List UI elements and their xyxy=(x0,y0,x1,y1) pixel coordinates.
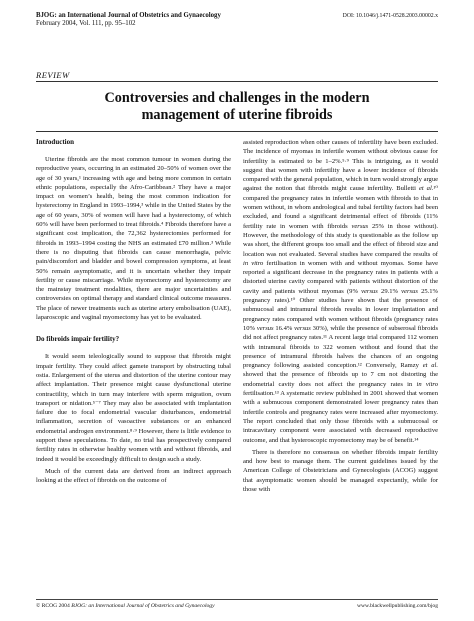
right-column xyxy=(243,138,438,497)
fertility-paragraph-4: There is therefore no consensus on whether fibroids impair fertility and how best to manage them. The current guidelines issued by the American College of Obstetricians and Gynecologists (ACOG) suggest that asymptomatic women should be managed expectantly, while for those with xyxy=(243,448,438,493)
journal-name: BJOG: an International Journal of Obstetrics and Gynaecology xyxy=(36,12,221,19)
running-header xyxy=(36,12,221,29)
section-label: REVIEW xyxy=(36,70,70,80)
introduction-heading: Introduction xyxy=(36,138,74,146)
title-line-2: management of uterine fibroids xyxy=(141,106,333,123)
title-line-1: Controversies and challenges in the modern xyxy=(104,90,370,106)
doi: DOI: 10.1046/j.1471-0528.2003.00002.x xyxy=(342,13,438,19)
top-rule xyxy=(36,81,438,82)
article-title xyxy=(36,90,438,123)
publisher-url[interactable]: www.blackwellpublishing.com/bjog xyxy=(356,603,438,609)
fertility-paragraph-3: assisted reproduction when other causes of infertility have been excluded. The incidence of myomas in infertile women without obvious cause for infertility is estimated to be 1–2%.⁵·⁹ This is intriguing, as it would suggest that women with infertility have a lower incidence of fibroids compared with the general population, which in turn would strongly argue against the notion that fibroids might cause infertility. Bulletti et al.¹⁰ compared the pregnancy rates in infertile women with fibroids to that in women without, in whom andrological and tubal fertility factors had been excluded, and found a significant detrimental effect of fibroids (11% fertility rate in women with fibroids versus 25% in those without). However, the methodology of this study is questionable as the follow up was short, the different groups too small and the effect of fibroid size and location was not evaluated. Several studies have compared the results of in vitro fertilisation in women with and without myomas. Some have reported a significant decrease in the pregnancy rates in patients with a distorted uterine cavity compared with patients without distortion of the cavity and patients without myomas (9% versus 29.1% versus 25.1% pregnancy rates).¹⁰ Other studies have shown that the presence of submucosal and intramural fibroids results in lower implantation and pregnancy rates compared with women without fibroids (pregnancy rates 10% versus 16.4% versus 30%), while the presence of subserosal fibroids did not affect pregnancy rates.¹¹ A recent large trial compared 112 women with intramural fibroids to 322 women without and found that the presence of intramural fibroids halves the chances of an ongoing pregnancy following assisted conception.¹² Conversely, Ramzy et al. showed that the presence of fibroids up to 7 cm not distorting the endometrial cavity does not affect the pregnancy rates in in vitro fertilisation.¹³ A systematic review published in 2001 showed that women with a submucous component demonstrated lower pregnancy rates than infertile controls and pregnancy rates were increased after myomectomy. The report concluded that only those fibroids with a submucosal or intracavitary component were associated with decreased reproductive outcome, and that hysteroscopic myomectomy may be of benefit.¹⁴ xyxy=(243,139,439,444)
fertility-paragraph-1: It would seem teleologically sound to suppose that fibroids might impair fertility. They could affect gamete transport by obstructing tubal ostia. Enlargement of the uterus and distortion of the uterine contour may affect implantation. Their presence might cause dysfunctional uterine contractility, which in turn may interfere with sperm migration, ovum transport or nidation.⁵⁻⁷ They may also be associated with implantation failure due to focal endometrial vascular disturbances, endometrial inflammation, secretion of vasoactive substances or an enhanced endometrial androgen environment.⁸·⁹ However, there is little evidence to support these speculations. To date, no trial has prospectively compared fertility rates in otherwise healthy women with and without fibroids, and indeed it would be exceedingly difficult to design such a study. xyxy=(36,353,231,463)
fertility-heading: Do fibroids impair fertility? xyxy=(36,335,120,344)
copyright-footer: © RCOG 2004 BJOG: an International Journal of Obstetrics and Gynaecology xyxy=(36,603,215,609)
title-rule xyxy=(36,131,438,132)
footer-rule xyxy=(36,599,438,600)
left-column xyxy=(36,138,231,489)
fertility-paragraph-2: Much of the current data are derived from an indirect approach looking at the effect of fibroids on the outcome of xyxy=(36,467,231,485)
introduction-paragraph: Uterine fibroids are the most common tumour in women during the reproductive years, occurring in an estimated 20–50% of women over the age of 30 years,¹ increasing with age and being more common in certain ethnic populations, especially the Afro-Caribbean.² They have a major impact on women’s health, being the most common indication for hysterectomy in England in 1993–1994,³ while in the United States by the age of 60 years, 30% of women will have had a hysterectomy, of which 60% will have been performed to treat fibroids.⁴ Fibroids therefore have a significant cost implication, the 72,362 hysterectomies performed for fibroids in 1993–1994 costing the NHS an estimated £70 million.³ While there is no disputing that fibroids can cause menorrhagia, pelvic pain/discomfort and bladder and bowel compression symptoms, at least 50% remain asymptomatic, and it is uncertain whether they impair fertility or cause miscarriage. While myomectomy and hysterectomy are the mainstay treatment modalities, there are major uncertainties and controversies on optimal therapy and standard clinical outcome measures. The place of newer treatments such as uterine artery embolisation (UAE), laparoscopic and vaginal myomectomy has yet to be evaluated. xyxy=(36,156,231,322)
issue-info: February 2004, Vol. 111, pp. 95–102 xyxy=(36,20,136,28)
